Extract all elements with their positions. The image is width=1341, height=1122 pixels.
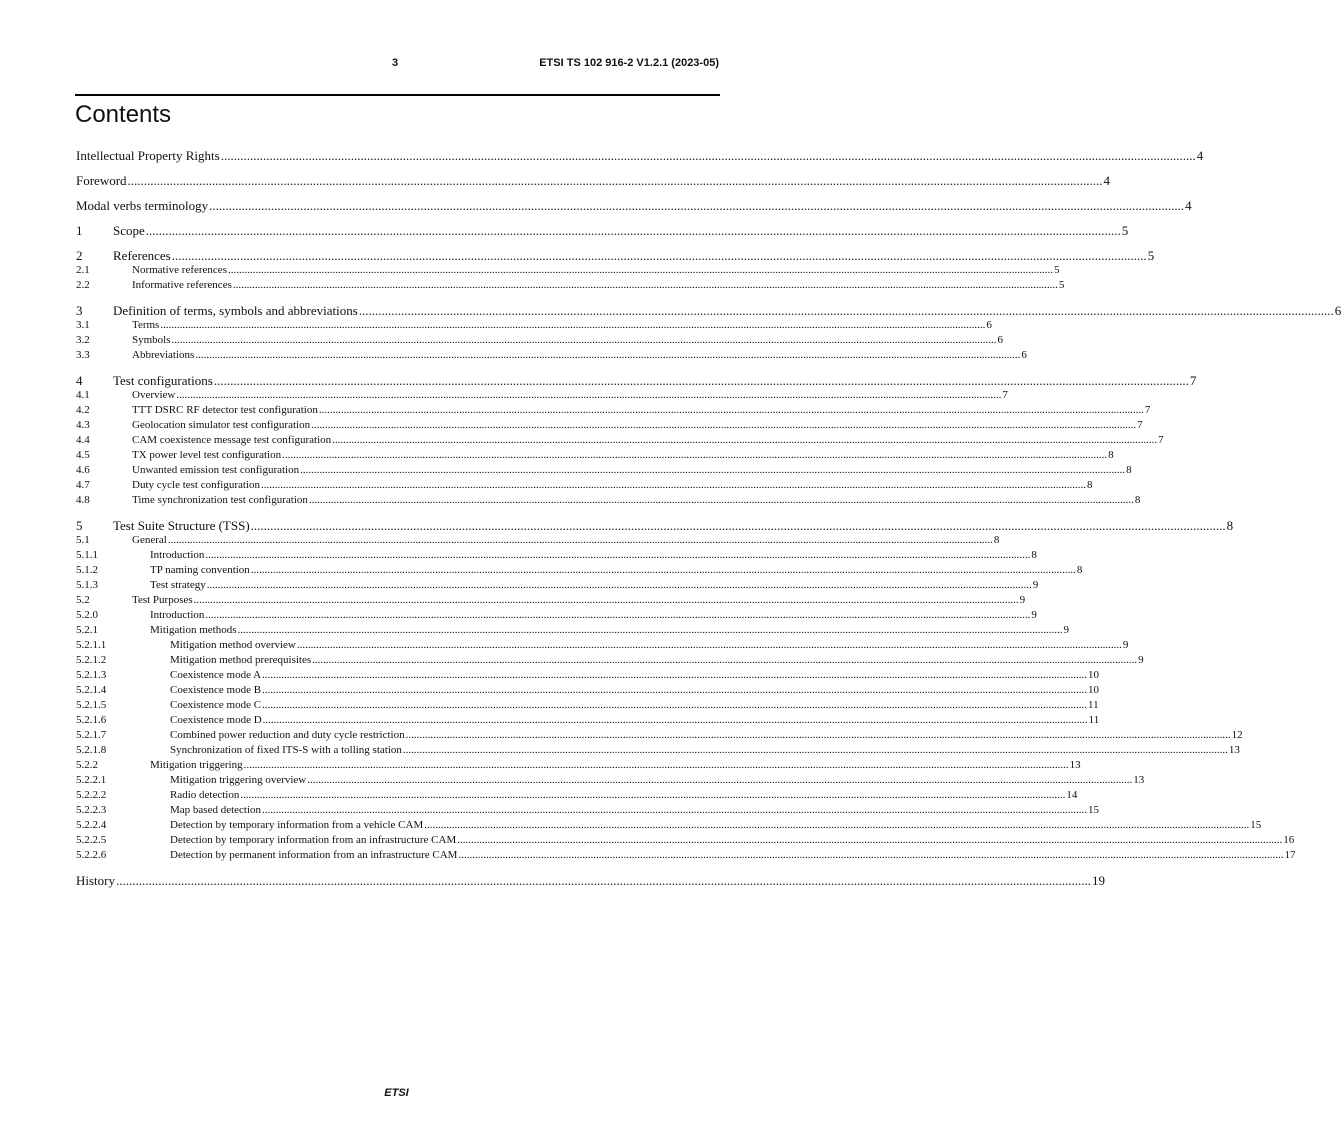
dot-leader: ............................................................................................................................................................................................................................................................................................................ — [296, 639, 1122, 651]
toc-entry[interactable] — [76, 608, 1037, 623]
toc-entry-page: 7 — [1189, 373, 1197, 388]
toc-entry-title: Coexistence mode D — [170, 714, 262, 726]
toc-entry[interactable] — [76, 448, 1114, 463]
toc-entry-title: Mitigation triggering overview — [170, 774, 307, 786]
toc-entry-page: 9 — [1031, 609, 1037, 621]
toc-entry-page: 13 — [1069, 759, 1081, 771]
toc-entry-title: Abbreviations — [132, 349, 195, 361]
toc-entry-title: General — [132, 534, 167, 546]
toc-entry-page: 4 — [1196, 148, 1204, 163]
dot-leader: ............................................................................................................................................................................................................................................................................................................ — [402, 744, 1228, 756]
toc-entry-page: 6 — [1334, 303, 1341, 318]
dot-leader: ............................................................................................................................................................................................................................................................................................................ — [171, 248, 1147, 263]
toc-entry-number: 3.2 — [76, 334, 90, 346]
toc-entry[interactable] — [76, 773, 1145, 788]
dot-leader: ............................................................................................................................................................................................................................................................................................................ — [209, 198, 1185, 213]
dot-leader: ............................................................................................................................................................................................................................................................................................................ — [227, 264, 1053, 276]
toc-entry-title: TP naming convention — [150, 564, 250, 576]
dot-leader: ............................................................................................................................................................................................................................................................................................................ — [262, 699, 1088, 711]
toc-entry-title: Symbols — [132, 334, 171, 346]
toc-entry-title: Normative references — [132, 264, 227, 276]
toc-entry-title: Coexistence mode A — [170, 669, 262, 681]
toc-entry-page: 11 — [1088, 699, 1099, 711]
toc-entry-page: 9 — [1138, 654, 1144, 666]
toc-entry-number: 5.2.2.6 — [76, 849, 107, 861]
toc-entry-page: 13 — [1133, 774, 1145, 786]
toc-entry[interactable] — [76, 388, 1008, 403]
toc-entry-page: 13 — [1228, 744, 1240, 756]
dot-leader: ............................................................................................................................................................................................................................................................................................................ — [262, 804, 1088, 816]
toc-entry[interactable] — [76, 683, 1100, 698]
footer-logo-text: ETSI — [384, 1087, 409, 1099]
toc-entry-number: 5.2.1.8 — [76, 744, 107, 756]
toc-entry-title: Mitigation methods — [150, 624, 237, 636]
toc-entry-number: 5.2.1.3 — [76, 669, 107, 681]
toc-entry[interactable] — [76, 713, 1100, 728]
toc-entry-page: 15 — [1088, 804, 1100, 816]
toc-entry[interactable] — [76, 173, 1111, 188]
toc-entry-title: Radio detection — [170, 789, 240, 801]
dot-leader: ............................................................................................................................................................................................................................................................................................................ — [300, 464, 1126, 476]
toc-entry[interactable] — [76, 563, 1083, 578]
toc-entry-number: 5.2.1.1 — [76, 639, 107, 651]
toc-entry-title: Coexistence mode C — [170, 699, 262, 711]
toc-entry-page: 9 — [1019, 594, 1026, 606]
toc-entry-title: TX power level test configuration — [132, 449, 282, 461]
toc-entry-title: Mitigation method overview — [170, 639, 296, 651]
toc-entry-number: 5.2.1.5 — [76, 699, 107, 711]
toc-entry-number: 5.2.2.5 — [76, 834, 107, 846]
toc-entry-number: 1 — [76, 223, 83, 238]
toc-entry-number: 5.1.2 — [76, 564, 98, 576]
dot-leader: ............................................................................................................................................................................................................................................................................................................ — [307, 774, 1133, 786]
toc-entry-title: References — [113, 248, 171, 263]
toc-entry-page: 8 — [993, 534, 1000, 546]
toc-entry-title: Mitigation triggering — [150, 759, 243, 771]
toc-entry-number: 3 — [76, 303, 83, 318]
toc-entry[interactable] — [76, 303, 1341, 318]
toc-entry-title: TTT DSRC RF detector test configuration — [132, 404, 318, 416]
toc-entry-page: 5 — [1147, 248, 1155, 263]
toc-entry[interactable] — [76, 248, 1155, 263]
toc-entry[interactable] — [76, 758, 1081, 773]
dot-leader: ............................................................................................................................................................................................................................................................................................................ — [332, 434, 1158, 446]
toc-entry-number: 5.2.1.7 — [76, 729, 107, 741]
toc-entry-title: Intellectual Property Rights — [76, 148, 220, 163]
toc-entry-title: Definition of terms, symbols and abbreviations — [113, 303, 358, 318]
dot-leader: ............................................................................................................................................................................................................................................................................................................ — [213, 373, 1189, 388]
toc-entry-number: 4.3 — [76, 419, 90, 431]
toc-entry-title: Foreword — [76, 173, 127, 188]
dot-leader: ............................................................................................................................................................................................................................................................................................................ — [458, 849, 1284, 861]
toc-entry-number: 5.1.1 — [76, 549, 98, 561]
toc-entry[interactable] — [76, 728, 1243, 743]
toc-entry-page: 5 — [1053, 264, 1060, 276]
toc-entry[interactable] — [76, 698, 1099, 713]
toc-entry-page: 5 — [1058, 279, 1065, 291]
dot-leader: ............................................................................................................................................................................................................................................................................................................ — [243, 759, 1069, 771]
toc-entry[interactable] — [76, 533, 1000, 548]
toc-entry-number: 5.1 — [76, 534, 90, 546]
toc-entry[interactable] — [76, 223, 1129, 238]
toc-entry-page: 6 — [1021, 349, 1027, 361]
toc-entry-title: Introduction — [150, 549, 205, 561]
dot-leader: ............................................................................................................................................................................................................................................................................................................ — [282, 449, 1108, 461]
dot-leader: ............................................................................................................................................................................................................................................................................................................ — [261, 479, 1086, 491]
dot-leader: ............................................................................................................................................................................................................................................................................................................ — [358, 303, 1334, 318]
toc-entry-title: Detection by temporary information from an infrastructure CAM — [170, 834, 457, 846]
toc-entry[interactable] — [76, 403, 1151, 418]
dot-leader: ............................................................................................................................................................................................................................................................................................................ — [262, 669, 1088, 681]
toc-entry-number: 5.2.1.2 — [76, 654, 107, 666]
dot-leader: ............................................................................................................................................................................................................................................................................................................ — [232, 279, 1058, 291]
toc-entry-title: Duty cycle test configuration — [132, 479, 260, 491]
toc-entry[interactable] — [76, 198, 1192, 213]
dot-leader: ............................................................................................................................................................................................................................................................................................................ — [405, 729, 1231, 741]
toc-entry-number: 5.2.2.2 — [76, 789, 107, 801]
toc-entry-title: Detection by temporary information from a vehicle CAM — [170, 819, 424, 831]
toc-entry-title: Time synchronization test configuration — [132, 494, 308, 506]
toc-entry[interactable] — [76, 518, 1234, 533]
page-number: 3 — [392, 57, 399, 69]
toc-entry-number: 5.2.1 — [76, 624, 98, 636]
toc-entry-title: Combined power reduction and duty cycle restriction — [170, 729, 405, 741]
dot-leader: ............................................................................................................................................................................................................................................................................................................ — [127, 173, 1103, 188]
toc-entry-number: 5.2.2.3 — [76, 804, 107, 816]
toc-entry-number: 5.1.3 — [76, 579, 98, 591]
dot-leader: ............................................................................................................................................................................................................................................................................................................ — [195, 349, 1021, 361]
toc-entry-number: 5.2 — [76, 594, 90, 606]
toc-entry-number: 4.4 — [76, 434, 90, 446]
toc-entry[interactable] — [76, 833, 1295, 848]
toc-entry-number: 5.2.1.6 — [76, 714, 107, 726]
toc-entry[interactable] — [76, 278, 1065, 293]
header-rule — [75, 94, 720, 96]
toc-entry[interactable] — [76, 433, 1164, 448]
dot-leader: ............................................................................................................................................................................................................................................................................................................ — [171, 334, 997, 346]
toc-entry[interactable] — [76, 348, 1027, 363]
toc-entry-number: 2 — [76, 248, 83, 263]
toc-entry-page: 7 — [1002, 389, 1008, 401]
toc-entry[interactable] — [76, 848, 1296, 863]
toc-entry-page: 8 — [1076, 564, 1083, 576]
toc-entry-page: 8 — [1031, 549, 1037, 561]
toc-entry-number: 5.2.2.1 — [76, 774, 107, 786]
dot-leader: ............................................................................................................................................................................................................................................................................................................ — [424, 819, 1250, 831]
toc-entry-number: 5 — [76, 518, 83, 533]
dot-leader: ............................................................................................................................................................................................................................................................................................................ — [237, 624, 1063, 636]
toc-entry[interactable] — [76, 418, 1143, 433]
dot-leader: ............................................................................................................................................................................................................................................................................................................ — [308, 494, 1134, 506]
toc-entry-title: Detection by permanent information from an infrastructure CAM — [170, 849, 458, 861]
dot-leader: ............................................................................................................................................................................................................................................................................................................ — [240, 789, 1066, 801]
toc-entry-page: 9 — [1122, 639, 1129, 651]
toc-entry-number: 5.2.1.4 — [76, 684, 107, 696]
dot-leader: ............................................................................................................................................................................................................................................................................................................ — [311, 419, 1137, 431]
toc-entry[interactable] — [76, 578, 1039, 593]
toc-entry-page: 4 — [1185, 198, 1192, 213]
toc-entry-page: 7 — [1137, 419, 1143, 431]
toc-entry[interactable] — [76, 873, 1105, 888]
toc-entry[interactable] — [76, 653, 1144, 668]
toc-entry-number: 3.3 — [76, 349, 90, 361]
toc-entry-page: 6 — [997, 334, 1004, 346]
toc-entry[interactable] — [76, 318, 992, 333]
toc-entry-number: 4.8 — [76, 494, 90, 506]
toc-entry[interactable] — [76, 788, 1078, 803]
toc-entry-number: 5.2.2 — [76, 759, 98, 771]
toc-entry[interactable] — [76, 803, 1100, 818]
toc-entry-page: 14 — [1066, 789, 1078, 801]
toc-entry-page: 8 — [1226, 518, 1234, 533]
dot-leader: ............................................................................................................................................................................................................................................................................................................ — [205, 549, 1031, 561]
toc-entry-number: 3.1 — [76, 319, 90, 331]
dot-leader: ............................................................................................................................................................................................................................................................................................................ — [160, 319, 986, 331]
dot-leader: ............................................................................................................................................................................................................................................................................................................ — [250, 564, 1076, 576]
toc-entry-title: Map based detection — [170, 804, 262, 816]
toc-entry[interactable] — [76, 373, 1197, 388]
toc-entry-title: Test strategy — [150, 579, 206, 591]
toc-entry-title: Coexistence mode B — [170, 684, 262, 696]
toc-entry-page: 9 — [1063, 624, 1069, 636]
dot-leader: ............................................................................................................................................................................................................................................................................................................ — [205, 609, 1031, 621]
toc-entry-title: Informative references — [132, 279, 232, 291]
toc-entry[interactable] — [76, 623, 1069, 638]
toc-entry-page: 8 — [1126, 464, 1132, 476]
dot-leader: ............................................................................................................................................................................................................................................................................................................ — [145, 223, 1121, 238]
toc-entry[interactable] — [76, 333, 1004, 348]
dot-leader: ............................................................................................................................................................................................................................................................................................................ — [262, 684, 1088, 696]
toc-entry-number: 5.2.0 — [76, 609, 98, 621]
toc-entry-title: Synchronization of fixed ITS-S with a tolling station — [170, 744, 402, 756]
toc-entry[interactable] — [76, 463, 1132, 478]
toc-entry[interactable] — [76, 478, 1093, 493]
toc-entry[interactable] — [76, 593, 1026, 608]
toc-entry-page: 8 — [1087, 479, 1093, 491]
toc-entry-number: 4.1 — [76, 389, 90, 401]
document-id: ETSI TS 102 916-2 V1.2.1 (2023-05) — [539, 57, 719, 69]
toc-entry[interactable] — [76, 148, 1204, 163]
toc-entry-page: 7 — [1144, 404, 1151, 416]
dot-leader: ............................................................................................................................................................................................................................................................................................................ — [312, 654, 1138, 666]
toc-entry-page: 15 — [1250, 819, 1262, 831]
toc-entry-page: 5 — [1121, 223, 1129, 238]
toc-entry-number: 2.1 — [76, 264, 90, 276]
toc-entry[interactable] — [76, 818, 1262, 833]
toc-entry-number: 4.5 — [76, 449, 90, 461]
dot-leader: ............................................................................................................................................................................................................................................................................................................ — [116, 873, 1091, 888]
toc-entry-title: CAM coexistence message test configuration — [132, 434, 332, 446]
toc-entry-number: 4.2 — [76, 404, 90, 416]
dot-leader: ............................................................................................................................................................................................................................................................................................................ — [457, 834, 1283, 846]
toc-entry-title: Modal verbs terminology — [76, 198, 209, 213]
toc-entry-number: 5.2.2.4 — [76, 819, 107, 831]
dot-leader: ............................................................................................................................................................................................................................................................................................................ — [318, 404, 1144, 416]
toc-entry-title: Overview — [132, 389, 176, 401]
toc-entry-page: 10 — [1088, 684, 1100, 696]
dot-leader: ............................................................................................................................................................................................................................................................................................................ — [193, 594, 1019, 606]
toc-entry-title: Geolocation simulator test configuration — [132, 419, 311, 431]
toc-entry-page: 16 — [1283, 834, 1295, 846]
toc-entry[interactable] — [76, 638, 1129, 653]
toc-entry-page: 17 — [1284, 849, 1296, 861]
toc-entry-title: Terms — [132, 319, 160, 331]
toc-entry-number: 4.6 — [76, 464, 90, 476]
toc-entry-title: Unwanted emission test configuration — [132, 464, 300, 476]
toc-entry-page: 8 — [1108, 449, 1114, 461]
toc-entry-title: Test configurations — [113, 373, 213, 388]
toc-entry-number: 4.7 — [76, 479, 90, 491]
dot-leader: ............................................................................................................................................................................................................................................................................................................ — [176, 389, 1002, 401]
toc-entry[interactable] — [76, 493, 1141, 508]
toc-entry-number: 4 — [76, 373, 83, 388]
toc-entry-page: 19 — [1092, 873, 1105, 888]
dot-leader: ............................................................................................................................................................................................................................................................................................................ — [167, 534, 993, 546]
toc-entry-page: 8 — [1134, 494, 1141, 506]
toc-entry-page: 4 — [1103, 173, 1111, 188]
toc-entry[interactable] — [76, 548, 1037, 563]
toc-entry-page: 7 — [1158, 434, 1164, 446]
toc-entry-title: Test Purposes — [132, 594, 193, 606]
toc-entry-title: Introduction — [150, 609, 205, 621]
toc-entry-page: 12 — [1231, 729, 1243, 741]
toc-entry[interactable] — [76, 743, 1240, 758]
toc-entry-page: 6 — [986, 319, 992, 331]
toc-entry-title: Test Suite Structure (TSS) — [113, 518, 250, 533]
page-title: Contents — [75, 101, 172, 128]
toc-entry-page: 10 — [1088, 669, 1100, 681]
toc-entry[interactable] — [76, 668, 1100, 683]
dot-leader: ............................................................................................................................................................................................................................................................................................................ — [220, 148, 1196, 163]
toc-entry[interactable] — [76, 263, 1060, 278]
dot-leader: ............................................................................................................................................................................................................................................................................................................ — [206, 579, 1032, 591]
toc-entry-number: 2.2 — [76, 279, 90, 291]
dot-leader: ............................................................................................................................................................................................................................................................................................................ — [250, 518, 1226, 533]
toc-entry-title: History — [76, 873, 115, 888]
table-of-contents — [76, 148, 1341, 888]
toc-entry-title: Scope — [113, 223, 145, 238]
toc-entry-page: 9 — [1032, 579, 1039, 591]
dot-leader: ............................................................................................................................................................................................................................................................................................................ — [262, 714, 1088, 726]
toc-entry-title: Mitigation method prerequisites — [170, 654, 312, 666]
toc-entry-page: 11 — [1088, 714, 1100, 726]
